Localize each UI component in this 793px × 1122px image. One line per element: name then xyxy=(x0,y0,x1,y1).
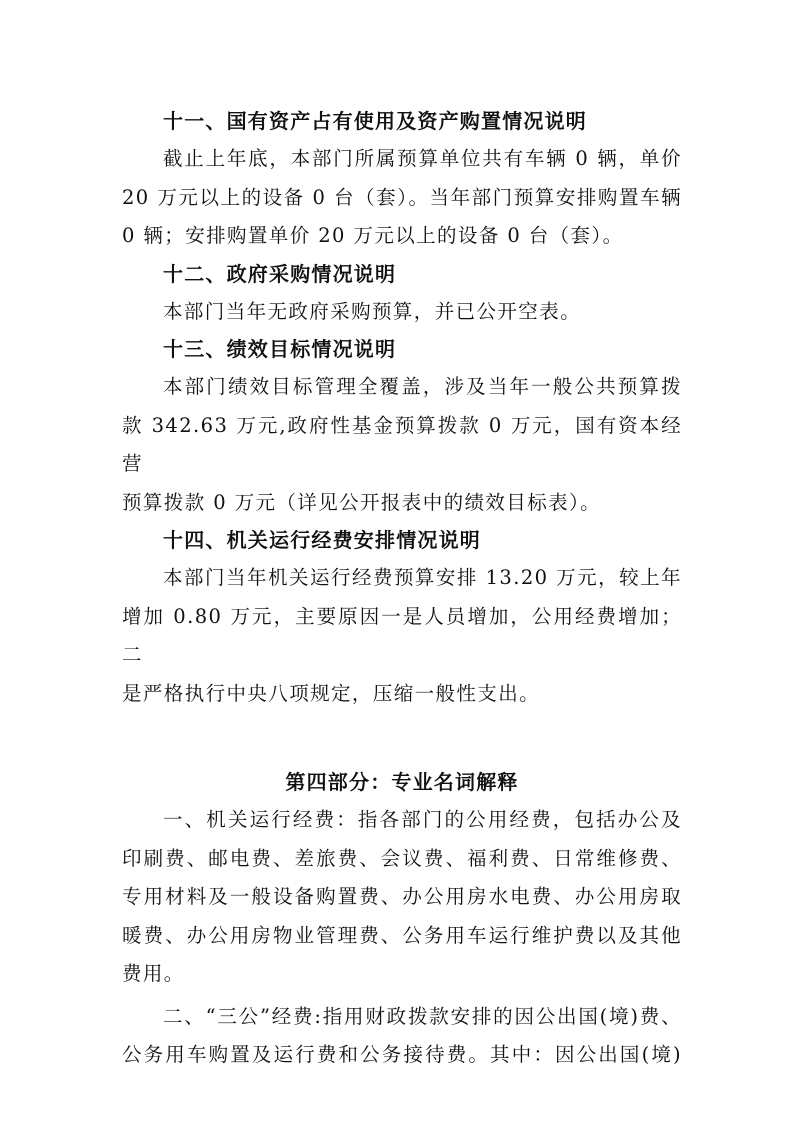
body-line: 本部门绩效目标管理全覆盖，涉及当年一般公共预算拨 xyxy=(163,375,682,398)
body-line: 本部门当年机关运行经费预算安排 13.20 万元，较上年 xyxy=(163,566,682,589)
body-line: 一、机关运行经费：指各部门的公用经费，包括办公及 xyxy=(163,808,682,831)
body-line: 截止上年底，本部门所属预算单位共有车辆 0 辆，单价 xyxy=(163,147,682,170)
section-heading-11: 十一、国有资产占有使用及资产购置情况说明 xyxy=(163,109,587,133)
body-line: 印刷费、邮电费、差旅费、会议费、福利费、日常维修费、 xyxy=(122,846,682,870)
body-line: 0 辆；安排购置单价 20 万元以上的设备 0 台（套）。 xyxy=(122,224,624,247)
section-body-11 xyxy=(122,140,682,256)
document-page xyxy=(122,103,682,1075)
body-line: 二、“三公”经费:指用财政拨款安排的因公出国(境)费、 xyxy=(163,1004,682,1028)
section-heading-14: 十四、机关运行经费安排情况说明 xyxy=(163,528,481,552)
body-line: 专用材料及一般设备购置费、办公用房水电费、办公用房取 xyxy=(122,885,682,908)
body-line: 费用。 xyxy=(122,962,185,985)
section-heading-12: 十二、政府采购情况说明 xyxy=(163,261,397,286)
term-three-public-expenses xyxy=(122,998,682,1075)
body-line: 款 342.63 万元,政府性基金预算拨款 0 万元，国有资本经营 xyxy=(122,413,682,475)
term-machine-operating-expenses xyxy=(122,801,682,994)
body-line: 暖费、办公用房物业管理费、公务用车运行维护费以及其他 xyxy=(122,923,682,947)
body-line: 公务用车购置及运行费和公务接待费。其中：因公出国(境) xyxy=(122,1043,682,1066)
section-body-14 xyxy=(122,559,682,713)
section-body-12 xyxy=(122,293,682,332)
body-line: 20 万元以上的设备 0 台（套）。当年部门预算安排购置车辆 xyxy=(122,185,682,209)
section-body-13 xyxy=(122,368,682,522)
section-heading-13: 十三、绩效目标情况说明 xyxy=(163,337,397,361)
body-line: 预算拨款 0 万元（详见公开报表中的绩效目标表）。 xyxy=(122,490,602,514)
body-line: 本部门当年无政府采购预算，并已公开空表。 xyxy=(163,299,582,323)
part4-title: 第四部分：专业名词解释 xyxy=(285,770,519,794)
body-line: 是严格执行中央八项规定，压缩一般性支出。 xyxy=(122,681,541,705)
body-line: 增加 0.80 万元，主要原因一是人员增加，公用经费增加；二 xyxy=(122,604,682,666)
